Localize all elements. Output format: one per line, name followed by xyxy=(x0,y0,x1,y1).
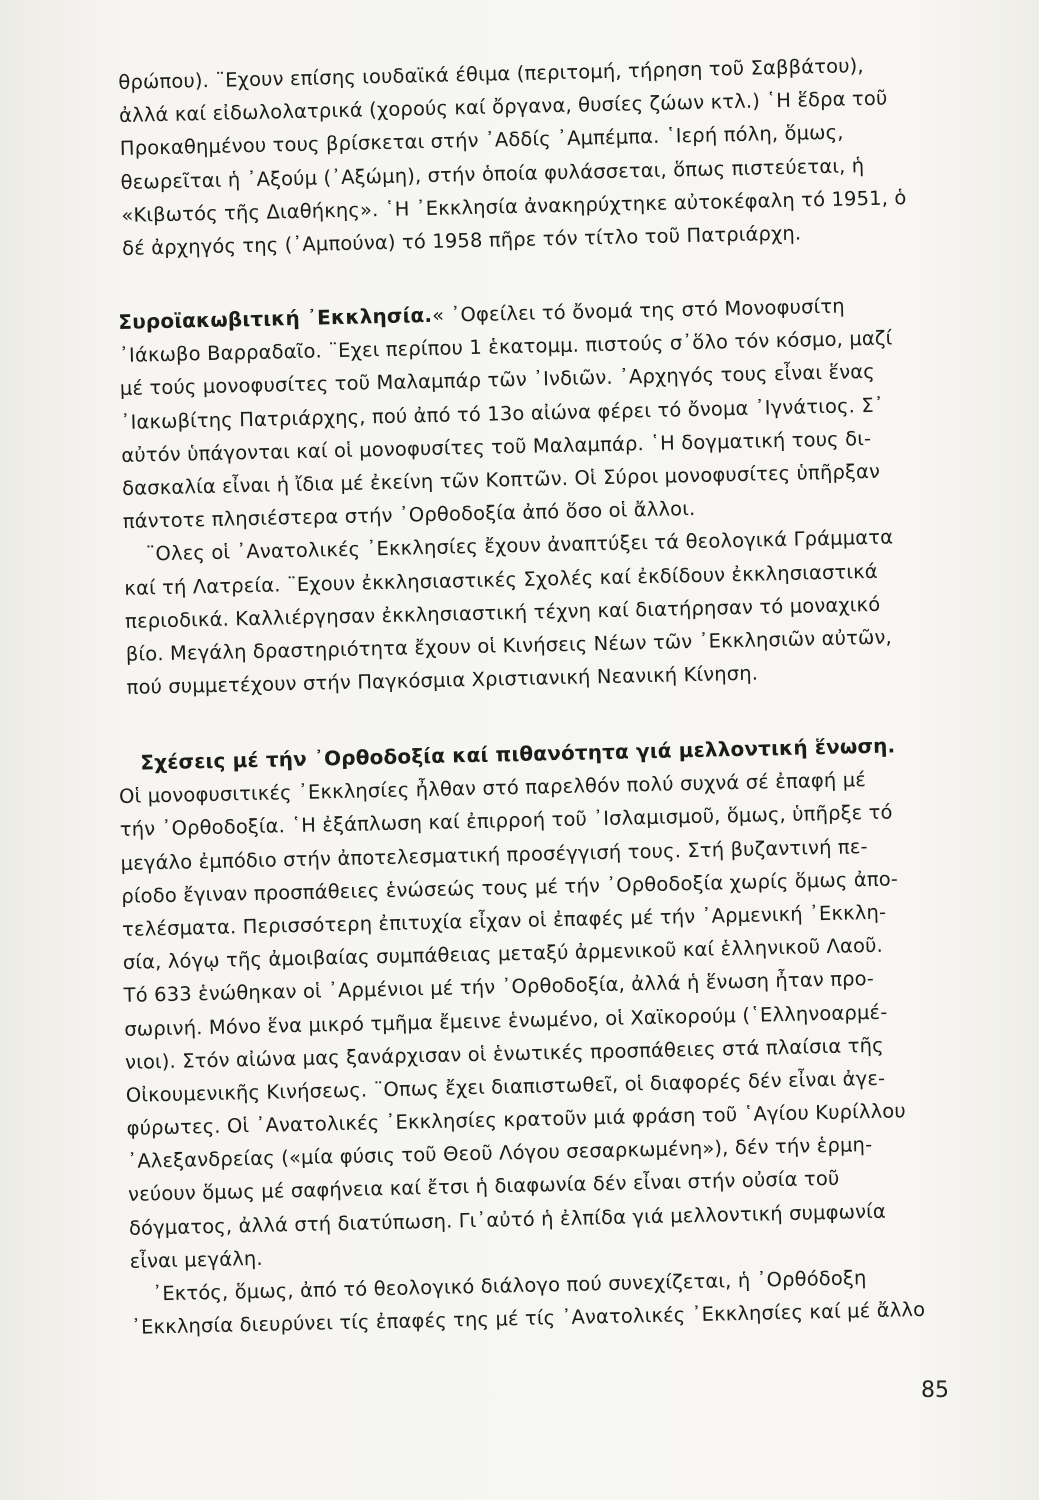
text-line: ᾿Ιάκωβο Βαρραδαῖο. ¨Εχει περίπου 1 ἑκατομμ. πιστούς σ᾿ὅλο τόν κόσμο, μαζί xyxy=(118,326,893,368)
text-line: Τό 633 ἑνώθηκαν οἱ ᾿Αρμένιοι μέ τήν ᾿Ορθοδοξία, ἀλλά ἡ ἕνωση ἦταν προ- xyxy=(123,967,875,1008)
text-line: σωρινή. Μόνο ἕνα μικρό τμῆμα ἔμεινε ἑνωμένο, οἱ Χαϊκορούμ (῾Ελληνοαρμέ- xyxy=(124,1000,888,1041)
text-line: φύρωτες. Οἱ ᾿Ανατολικές ᾿Εκκλησίες κρατοῦν μιά φράση τοῦ ῾Αγίου Κυρίλλου xyxy=(126,1099,907,1140)
text-line: νιοι). Στόν αἰώνα μας ξανάρχισαν οἱ ἑνωτικές προσπάθειες στά πλαίσια τῆς xyxy=(124,1033,884,1074)
page-number: 85 xyxy=(921,1378,949,1403)
text-line: τελέσματα. Περισσότερη ἐπιτυχία εἶχαν οἱ ἐπαφές μέ τήν ᾿Αρμενική ᾿Εκκλη- xyxy=(121,900,887,941)
text-line: αὐτόν ὑπάγονται καί οἱ μονοφυσίτες τοῦ Μαλαμπάρ. ῾Η δογματική τους δι- xyxy=(121,426,872,467)
text-line: νεύουν ὅμως μέ σαφήνεια καί ἔτσι ἡ διαφωνία δέν εἶναι στήν οὐσία τοῦ xyxy=(127,1167,840,1207)
text-line: ᾿Εκκλησία διευρύνει τίς ἐπαφές της μέ τίς ᾿Ανατολικές ᾿Εκκλησίες καί μέ ἄλλο xyxy=(130,1298,926,1340)
text-line: εἶναι μεγάλη. xyxy=(129,1246,263,1273)
section-heading: Συροϊακωβιτική ᾿Εκκλησία. xyxy=(118,302,433,334)
text-line: ρίοδο ἔγιναν προσπάθειες ἑνώσεώς τους μέ τήν ᾿Ορθοδοξία χωρίς ὅμως ἀπο- xyxy=(121,867,899,908)
text-line: δέ ἀρχηγός της (᾿Αμπούνα) τό 1958 πῆρε τόν τίτλο τοῦ Πατριάρχη. xyxy=(121,221,802,260)
section-heading: Σχέσεις μέ τήν ᾿Ορθοδοξία καί πιθανότητα γιά μελλοντική ἕνωση. xyxy=(140,733,896,775)
text-line: περιοδικά. Καλλιέργησαν ἐκκλησιαστική τέχνη καί διατήρησαν τό μοναχικό xyxy=(124,592,881,633)
text-line: μεγάλο ἐμπόδιο στήν ἀποτελεσματική προσέγγισή τους. Στή βυζαντινή πε- xyxy=(120,834,868,875)
text-line: Οἱ μονοφυσιτικές ᾿Εκκλησίες ἦλθαν στό παρελθόν πολύ συχνά σέ ἐπαφή μέ xyxy=(118,768,867,809)
text-line: ᾿Ιακωβίτης Πατριάρχης, πού ἀπό τό 13ο αἰώνα φέρει τό ὄνομα ᾿Ιγνάτιος. Σ᾿ xyxy=(120,393,884,434)
text-line: θεωρεῖται ἡ ᾿Αξούμ (᾿Αξώμη), στήν ὁποία φυλάσσεται, ὅπως πιστεύεται, ἡ xyxy=(120,153,865,194)
text-line: ᾿Αλεξανδρείας («μία φύσις τοῦ Θεοῦ Λόγου σεσαρκωμένη»), δέν τήν ἑρμη- xyxy=(127,1133,873,1174)
text-line: «Κιβωτός τῆς Διαθήκης». ῾Η ᾿Εκκλησία ἀνακηρύχτηκε αὐτοκέφαλη τό 1951, ὁ xyxy=(121,185,907,227)
text-line: Προκαθημένου τους βρίσκεται στήν ᾿Αδδίς ᾿Αμπέμπα. ῾Ιερή πόλη, ὅμως, xyxy=(119,120,844,161)
text-line: μέ τούς μονοφυσίτες τοῦ Μαλαμπάρ τῶν ᾿Ινδιῶν. ᾿Αρχηγός τους εἶναι ἕνας xyxy=(119,360,876,401)
text-line: τήν ᾿Ορθοδοξία. ῾Η ἐξάπλωση καί ἐπιρροή τοῦ ᾿Ισλαμισμοῦ, ὅμως, ὑπῆρξε τό xyxy=(119,800,893,842)
opening-paragraph xyxy=(118,47,964,265)
text-line: βίο. Μεγάλη δραστηριότητα ἔχουν οἱ Κινήσεις Νέων τῶν ᾿Εκκλησιῶν αὐτῶν, xyxy=(125,625,893,666)
text-line: σία, λόγῳ τῆς ἀμοιβαίας συμπάθειας μεταξύ ἀρμενικοῦ καί ἑλληνικοῦ Λαοῦ. xyxy=(122,933,884,975)
text-line: ᾿Εκτός, ὅμως, ἀπό τό θεολογικό διάλογο πού συνεχίζεται, ἡ ᾿Ορθόδοξη xyxy=(152,1266,867,1306)
relations-section xyxy=(118,728,973,1344)
text-line: πάντοτε πλησιέστερα στήν ᾿Ορθοδοξία ἀπό ὅσο οἱ ἄλλοι. xyxy=(122,497,696,534)
text-line: καί τή Λατρεία. ¨Εχουν ἐκκλησιαστικές Σχολές καί ἐκδίδουν ἐκκλησιαστικά xyxy=(124,559,878,600)
text-line: ἀλλά καί εἰδωλολατρικά (χορούς καί ὄργανα, θυσίες ζώων κτλ.) ῾Η ἕδρα τοῦ xyxy=(118,86,888,128)
text-line: δόγματος, ἀλλά στή διατύπωση. Γι᾿αὐτό ἡ ἐλπίδα γιά μελλοντική συμφωνία xyxy=(128,1199,887,1240)
text-line: ¨Ολες οἱ ᾿Ανατολικές ᾿Εκκλησίες ἔχουν ἀναπτύξει τά θεολογικά Γράμματα xyxy=(145,525,894,566)
text-line: θρώπου). ¨Εχουν επίσης ιουδαϊκά έθιμα (περιτομή, τήρηση τοῦ Σαββάτου), xyxy=(118,54,864,94)
text-line: δασκαλία εἶναι ἡ ἴδια μέ ἐκείνη τῶν Κοπτῶν. Οἱ Σύροι μονοφυσίτες ὑπῆρξαν xyxy=(121,459,881,500)
text-line: πού συμμετέχουν στήν Παγκόσμια Χριστιανική Νεανική Κίνηση. xyxy=(126,661,759,699)
text-line: Οἰκουμενικῆς Κινήσεως. ¨Οπως ἔχει διαπιστωθεῖ, οἱ διαφορές δέν εἶναι ἀγε- xyxy=(125,1066,886,1107)
syro-jacobite-section xyxy=(118,287,969,704)
heading-continuation: « ᾿Οφείλει τό ὄνομά της στό Μονοφυσίτη xyxy=(431,294,845,327)
